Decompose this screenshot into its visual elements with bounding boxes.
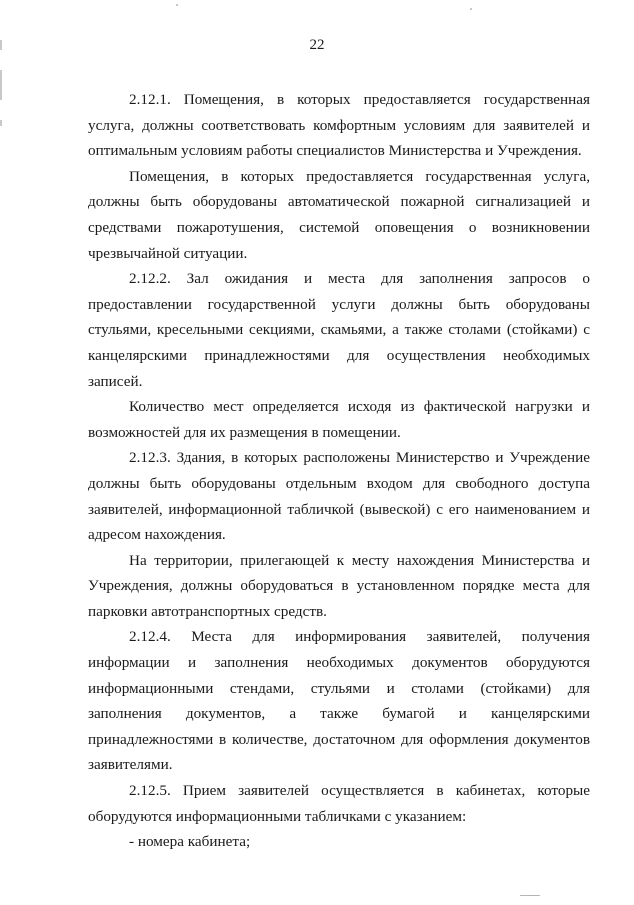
scan-dot <box>470 8 472 10</box>
scan-dot <box>520 895 540 896</box>
page-number: 22 <box>309 37 325 53</box>
paragraph-2-12-4: 2.12.4. Места для информирования заявителей, получения информации и заполнения необходимых документов оборудуются информационными стендами, стульями и столами (стойками) для заполнения документов, а также бумагой и канцелярскими принадлежностями в количестве, достаточном для оформления документов заявителями. <box>88 628 590 774</box>
paragraph-seat-count: Количество мест определяется исходя из фактической нагрузки и возможностей для их размещения в помещении. <box>88 398 590 441</box>
list-item-room-number: - номера кабинета; <box>129 833 251 851</box>
paragraph-2-12-1: 2.12.1. Помещения, в которых предоставляется государственная услуга, должны соответствовать комфортным условиям для заявителей и оптимальным условиям работы специалистов Министерства и Учреждения. <box>88 91 590 160</box>
scan-edge-mark <box>0 120 2 126</box>
document-body <box>88 87 590 855</box>
paragraph-2-12-3: 2.12.3. Здания, в которых расположены Министерство и Учреждение должны быть оборудованы отдельным входом для свободного доступа заявителей, информационной табличкой (вывеской) с его наименованием и адресом нахождения. <box>88 449 590 544</box>
paragraph-2-12-2: 2.12.2. Зал ожидания и места для заполнения запросов о предоставлении государственной услуги должны быть оборудованы стульями, кресельными секциями, скамьями, а также столами (стойками) с канцелярскими принадлежностями для осуществления необходимых записей. <box>88 270 590 390</box>
scan-dot <box>176 4 178 6</box>
paragraph-parking: На территории, прилегающей к месту нахождения Министерства и Учреждения, должны оборудоваться в установленном порядке места для парковки автотранспортных средств. <box>88 551 590 620</box>
scan-edge-mark <box>0 70 2 100</box>
paragraph-fire-safety: Помещения, в которых предоставляется государственная услуга, должны быть оборудованы автоматической пожарной сигнализацией и средствами пожаротушения, системой оповещения о возникновении чрезвычайной ситуации. <box>88 167 590 262</box>
paragraph-2-12-5: 2.12.5. Прием заявителей осуществляется в кабинетах, которые оборудуются информационными табличками с указанием: <box>88 782 590 825</box>
